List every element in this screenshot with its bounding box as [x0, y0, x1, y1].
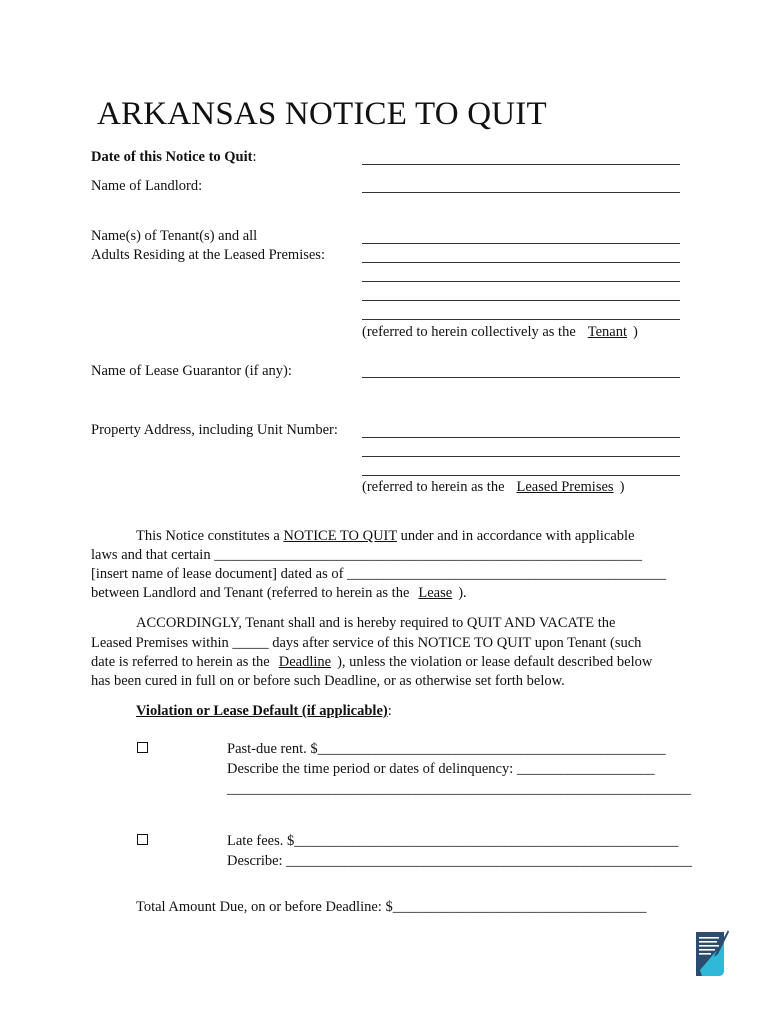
tenant-fill-line[interactable] [362, 243, 680, 244]
notice-p1-line1 [136, 527, 635, 545]
past-due-rent-line: Past-due rent. $________________________________________________ [227, 741, 666, 757]
premises-ref-term: Leased Premises [516, 479, 614, 495]
date-field-label [91, 148, 257, 166]
tenant-fill-line[interactable] [362, 281, 680, 282]
notice-p1-line4-post: ). [458, 585, 467, 601]
tenant-label-line1: Name(s) of Tenant(s) and all [91, 228, 258, 244]
total-amount-due-line: Total Amount Due, on or before Deadline: $___________________________________ [136, 899, 647, 915]
date-label-colon: : [252, 149, 257, 165]
tenant-ref-pre: (referred to herein collectively as the [362, 324, 576, 340]
guarantor-fill-line[interactable] [362, 377, 680, 378]
date-label-text: Date of this Notice to Quit [91, 149, 253, 165]
property-fill-line[interactable] [362, 475, 680, 476]
tenant-ref-term: Tenant [587, 324, 628, 340]
tenant-label-line2: Adults Residing at the Leased Premises: [91, 247, 325, 263]
premises-ref-post: ) [619, 479, 625, 495]
notice-p2-line1: ACCORDINGLY, Tenant shall and is hereby required to QUIT AND VACATE the [136, 615, 616, 631]
notice-p2-line2: Leased Premises within _____ days after service of this NOTICE TO QUIT upon Tenant (such [91, 635, 642, 651]
date-fill-line[interactable] [362, 164, 680, 165]
property-fill-line[interactable] [362, 456, 680, 457]
document-logo-icon [694, 930, 730, 980]
premises-ref-pre: (referred to herein as the [362, 479, 505, 495]
tenant-reference-note [362, 323, 638, 341]
delinquency-describe-line: Describe the time period or dates of delinquency: ___________________ [227, 761, 655, 777]
notice-p1-line1-post: under and in accordance with applicable [396, 528, 635, 544]
notice-p2-line4: has been cured in full on or before such Deadline, or as otherwise set forth below. [91, 673, 565, 689]
tenant-fill-line[interactable] [362, 319, 680, 320]
notice-p2-line3-pre: date is referred to herein as the [91, 654, 270, 670]
landlord-fill-line[interactable] [362, 192, 680, 193]
late-fees-checkbox[interactable] [137, 834, 148, 845]
delinquency-continuation-line: ________________________________________________________________ [227, 781, 691, 797]
notice-p2-line3-post: ), unless the violation or lease default described below [337, 654, 653, 670]
late-fees-describe-line: Describe: ________________________________________________________ [227, 853, 693, 869]
notice-p1-line2: laws and that certain ___________________________________________________________ [91, 547, 642, 563]
premises-reference-note [362, 478, 624, 496]
violation-heading-colon: : [387, 703, 392, 719]
late-fees-line: Late fees. $_____________________________________________________ [227, 833, 679, 849]
document-title: ARKANSAS NOTICE TO QUIT [97, 96, 547, 132]
tenant-fill-line[interactable] [362, 262, 680, 263]
property-fill-line[interactable] [362, 437, 680, 438]
notice-to-quit-term: NOTICE TO QUIT [283, 528, 397, 544]
landlord-label: Name of Landlord: [91, 178, 203, 194]
property-label: Property Address, including Unit Number: [91, 422, 338, 438]
violation-heading-text: Violation or Lease Default (if applicable) [136, 703, 388, 719]
tenant-ref-post: ) [633, 324, 638, 340]
tenant-fill-line[interactable] [362, 300, 680, 301]
deadline-term: Deadline [278, 654, 332, 670]
lease-term: Lease [418, 585, 453, 601]
notice-p1-line4 [91, 584, 467, 602]
notice-p1-line4-pre: between Landlord and Tenant (referred to herein as the [91, 585, 410, 601]
guarantor-label: Name of Lease Guarantor (if any): [91, 363, 292, 379]
notice-p2-line3 [91, 653, 652, 671]
notice-p1-line1-pre: This Notice constitutes a [136, 528, 284, 544]
past-due-rent-checkbox[interactable] [137, 742, 148, 753]
violation-heading [136, 702, 392, 720]
notice-p1-line3: [insert name of lease document] dated as of ____________________________________________ [91, 566, 667, 582]
